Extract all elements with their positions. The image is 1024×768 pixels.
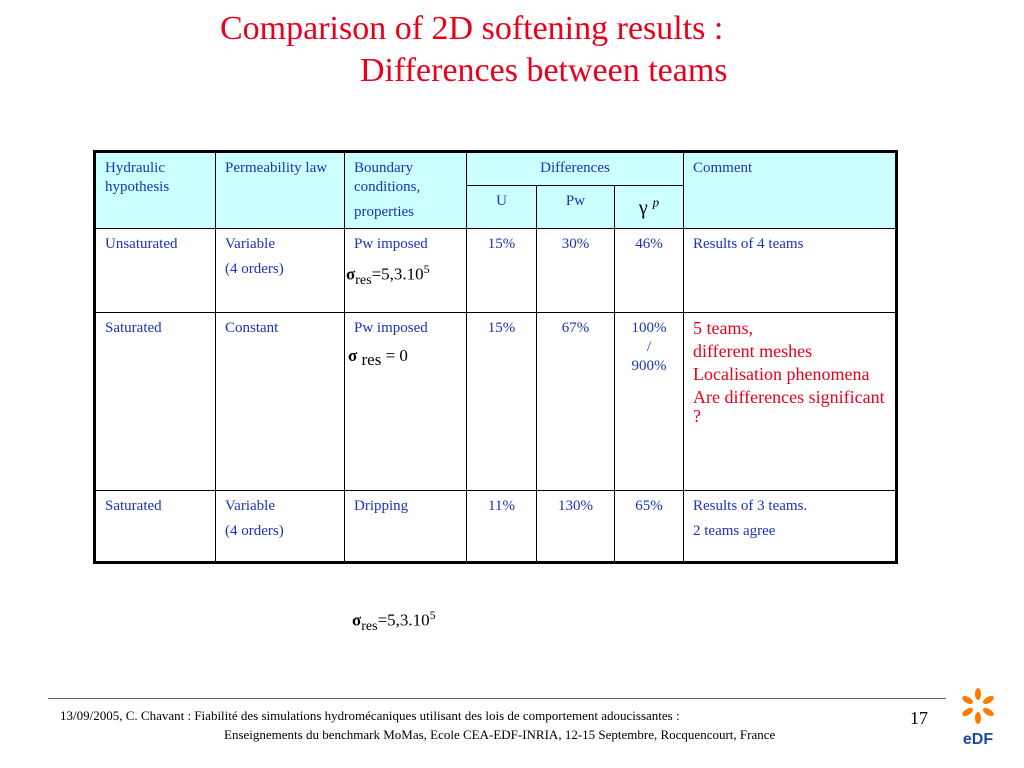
sigma-formula — [346, 260, 457, 290]
cell-u: 15% — [467, 313, 537, 491]
table-row — [95, 313, 897, 491]
gamma-symbol — [638, 193, 660, 219]
cell-u: 15% — [467, 229, 537, 313]
footer-line-1: 13/09/2005, C. Chavant : Fiabilité des simulations hydromécaniques utilisant des lois de comportement adoucissantes : — [60, 708, 680, 723]
table-row — [95, 229, 897, 313]
sigma-value: =5,3.10 — [371, 264, 424, 284]
cell-u: 11% — [467, 491, 537, 563]
page-number: 17 — [910, 708, 928, 728]
cell-gamma-line-3: 900% — [631, 358, 667, 374]
edf-logo-sun-icon — [961, 688, 995, 724]
cell-comment — [684, 491, 897, 563]
cell-comment — [684, 313, 897, 491]
cell-comment-line-1: Results of 3 teams. — [693, 498, 808, 514]
header-pw: Pw — [537, 185, 615, 228]
cell-boundary-text: Pw imposed — [354, 236, 428, 252]
cell-permeability-line-1: Variable — [225, 498, 275, 514]
header-differences: Differences — [467, 152, 684, 186]
sigma-value: = 0 — [381, 346, 408, 365]
cell-comment-line-2: 2 teams agree — [693, 523, 776, 539]
cell-permeability: Constant — [216, 313, 345, 491]
cell-permeability-line-2: (4 orders) — [225, 523, 284, 539]
cell-gamma-line-1: 100% — [631, 320, 667, 336]
cell-pw: 130% — [537, 491, 615, 563]
header-boundary-conditions — [345, 152, 467, 229]
comment-line: 5 teams, — [693, 318, 753, 338]
cell-permeability — [216, 491, 345, 563]
cell-gamma: 46% — [615, 229, 684, 313]
sigma-formula — [348, 346, 457, 369]
gamma-superscript: p — [652, 193, 660, 209]
gamma-letter: γ — [638, 196, 648, 219]
cell-gamma: 65% — [615, 491, 684, 563]
cell-boundary-text: Pw imposed — [354, 320, 428, 336]
footer-divider — [48, 698, 946, 699]
header-hydraulic-hypothesis: Hydraulic hypothesis — [95, 152, 216, 229]
cell-pw: 30% — [537, 229, 615, 313]
sigma-exponent: 5 — [423, 262, 430, 276]
header-comment: Comment — [684, 152, 897, 229]
sigma-subscript: res — [361, 619, 378, 635]
cell-hydraulic: Saturated — [95, 313, 216, 491]
sigma-formula-dripping — [352, 608, 436, 635]
cell-permeability-line-1: Variable — [225, 236, 275, 252]
cell-permeability-line-2: (4 orders) — [225, 261, 284, 277]
title-line-2: Differences between teams — [360, 52, 728, 89]
cell-hydraulic: Saturated — [95, 491, 216, 563]
edf-logo-text: eDF — [962, 731, 994, 748]
header-boundary-line-1: Boundary conditions, — [354, 160, 421, 195]
cell-gamma — [615, 313, 684, 491]
footer-line-2: Enseignements du benchmark MoMas, Ecole CEA-EDF-INRIA, 12-15 Septembre, Rocquencourt, France — [224, 727, 776, 742]
cell-comment: Results of 4 teams — [684, 229, 897, 313]
cell-boundary: Dripping — [345, 491, 467, 563]
sigma-value: =5,3.10 — [377, 610, 430, 630]
cell-hydraulic: Unsaturated — [95, 229, 216, 313]
cell-permeability — [216, 229, 345, 313]
header-boundary-line-2: properties — [354, 204, 414, 220]
comment-line: Are differences significant ? — [693, 387, 885, 426]
header-gamma-p — [615, 185, 684, 228]
comparison-table — [93, 150, 898, 564]
comment-line: different meshes — [693, 341, 813, 361]
header-u: U — [467, 185, 537, 228]
sigma-subscript: res — [355, 273, 372, 289]
sigma-symbol: σ — [352, 610, 362, 630]
footer-text — [60, 706, 775, 744]
sigma-exponent: 5 — [429, 608, 436, 622]
title-line-1: Comparison of 2D softening results : — [220, 10, 724, 47]
sigma-subscript: res — [361, 350, 382, 369]
edf-logo-icon — [956, 686, 1000, 750]
cell-pw: 67% — [537, 313, 615, 491]
table-row — [95, 491, 897, 563]
header-permeability-law: Permeability law — [216, 152, 345, 229]
sigma-symbol: σ — [348, 346, 358, 365]
cell-boundary — [345, 229, 467, 313]
cell-gamma-line-2: / — [646, 339, 652, 355]
cell-boundary — [345, 313, 467, 491]
comment-line: Localisation phenomena — [693, 364, 870, 384]
table-header-row — [95, 152, 897, 186]
sigma-symbol: σ — [346, 264, 356, 284]
